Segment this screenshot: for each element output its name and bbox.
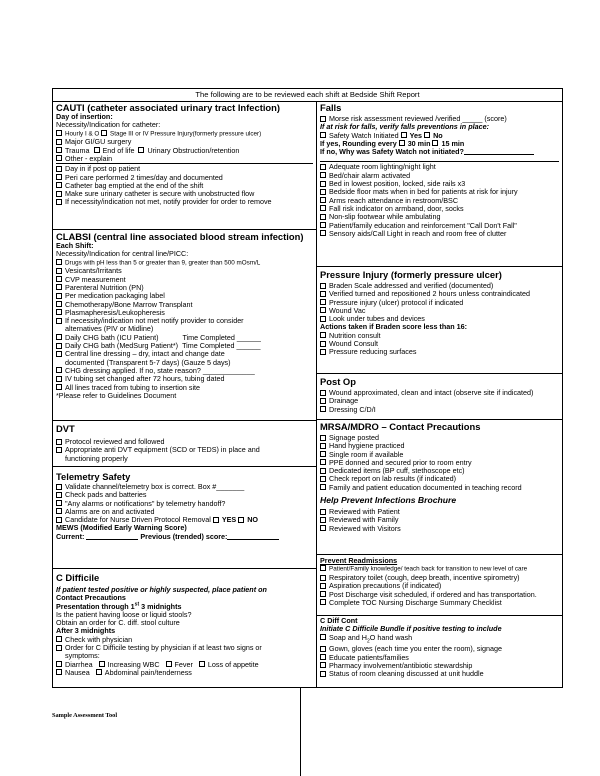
why-row: If no, Why was Safety Watch not initiated?: [320, 148, 559, 156]
column-divider-extension: [300, 688, 301, 776]
checkbox[interactable]: [320, 459, 326, 465]
checkbox[interactable]: [320, 307, 326, 313]
falls-prevention: Patient/family education and reinforcement "Call Don't Fall": [320, 222, 559, 230]
checkbox[interactable]: [56, 166, 62, 172]
falls-prevention: Fall risk indicator on armband, door, socks: [320, 205, 559, 213]
clabsi-necessity-label: Necessity/Indication for central line/PICC:: [56, 249, 189, 259]
checkbox[interactable]: [56, 343, 62, 349]
checkbox[interactable]: [320, 435, 326, 441]
clabsi-item: CHG dressing applied. If no, state reason? _____________: [56, 367, 313, 375]
checkbox[interactable]: [96, 669, 102, 675]
checkbox[interactable]: [56, 334, 62, 340]
checkbox[interactable]: [320, 164, 326, 170]
pressure-item: Braden Scale addressed and verified (documented): [320, 282, 559, 290]
checkbox[interactable]: [56, 661, 62, 667]
cdiff-cont-item: Soap and $H_2O$ hand wash: [320, 634, 559, 646]
pressure-action: Pressure reducing surfaces: [320, 348, 559, 356]
why-field[interactable]: [464, 148, 534, 155]
checkbox[interactable]: [320, 214, 326, 220]
clabsi-item: Vesicants/Irritants: [56, 267, 313, 275]
trauma-checkbox[interactable]: [56, 147, 62, 153]
brochure-item: Reviewed with Family: [320, 516, 559, 524]
falls-section: [317, 102, 562, 267]
checkbox[interactable]: [320, 283, 326, 289]
readmissions-item: Complete TOC Nursing Discharge Summary Checklist: [320, 599, 559, 607]
checkbox[interactable]: [56, 376, 62, 382]
cdiff-cont-title: C Diff Cont: [320, 616, 358, 625]
clabsi-item: Daily CHG bath (MedSurg Patient*) Time Completed ______: [56, 342, 313, 350]
checkbox[interactable]: [56, 508, 62, 514]
clabsi-item: Chemotherapy/Bone Marrow Transplant: [56, 301, 313, 309]
checkbox[interactable]: [320, 468, 326, 474]
clabsi-item-cont: alternatives (PIV or Midline): [65, 324, 154, 334]
telemetry-title: Telemetry Safety: [56, 471, 131, 482]
checkbox[interactable]: [320, 205, 326, 211]
checkbox[interactable]: [56, 517, 62, 523]
checkbox[interactable]: [56, 447, 62, 453]
checkbox[interactable]: [56, 492, 62, 498]
checkbox[interactable]: [56, 367, 62, 373]
dvt-title: DVT: [56, 423, 75, 434]
checkbox[interactable]: [320, 484, 326, 490]
checkbox[interactable]: [320, 349, 326, 355]
checkbox[interactable]: [56, 309, 62, 315]
checkbox[interactable]: [56, 351, 62, 357]
mrsa-item: Single room if available: [320, 451, 559, 459]
telemetry-item: Check pads and batteries: [56, 491, 313, 499]
checkbox[interactable]: [320, 398, 326, 404]
cdiff-cont-item: Gown, gloves (each time you enter the room), signage: [320, 645, 559, 653]
each-shift-label: Each Shift:: [56, 241, 94, 250]
checkbox[interactable]: [56, 645, 62, 651]
cdiff-section: [53, 569, 316, 689]
dvt-item: Appropriate anti DVT equipment (SCD or TEDS) in place and: [56, 446, 313, 454]
brochure-item: Reviewed with Patient: [320, 508, 559, 516]
telemetry-section: [53, 467, 316, 569]
clabsi-item: Daily CHG bath (ICU Patient) Time Completed ______: [56, 334, 313, 342]
checkbox[interactable]: [320, 443, 326, 449]
checkbox[interactable]: [320, 222, 326, 228]
checkbox[interactable]: [56, 500, 62, 506]
clabsi-item: CVP measurement: [56, 276, 313, 284]
dvt-item: Protocol reviewed and followed: [56, 438, 313, 446]
presentation-heading: Presentation through 1st 3 midnights: [56, 601, 182, 611]
mrsa-item: Signage posted: [320, 434, 559, 442]
cdiff-cont-item: Status of room cleaning discussed at unit huddle: [320, 670, 559, 678]
cdiff-cont-lead: Initiate C Difficile Bundle if positive testing to include: [320, 624, 502, 634]
falls-prevention: Non-slip footwear while ambulating: [320, 213, 559, 221]
readmissions-item: Patient/Family knowledge/ teach back for transition to new level of care: [320, 565, 559, 574]
pressure-action: Wound Consult: [320, 340, 559, 348]
brochure-item: Reviewed with Visitors: [320, 525, 559, 533]
mrsa-item: Dedicated items (BP cuff, stethoscope etc): [320, 467, 559, 475]
footer-label: Sample Assessment Tool: [52, 712, 118, 719]
cauti-indication-row: Hourly I & O Stage III or IV Pressure Injury(formerly pressure ulcer): [56, 130, 313, 139]
checkbox[interactable]: [320, 316, 326, 322]
checkbox[interactable]: [56, 484, 62, 490]
cdiff-cont-section: [317, 616, 562, 689]
checkbox[interactable]: [320, 451, 326, 457]
clabsi-title: CLABSI (central line associated blood stream infection): [56, 231, 304, 242]
other-row: Other - explain: [56, 155, 313, 163]
day-of-insertion-label: Day of insertion:: [56, 112, 113, 121]
cdiff-item: Check with physician: [56, 636, 313, 644]
checkbox[interactable]: [320, 476, 326, 482]
checkbox[interactable]: [320, 509, 326, 515]
checkbox[interactable]: [320, 654, 326, 660]
cauti-check-4: Make sure urinary catheter is secure with unobstructed flow: [56, 190, 313, 198]
mews-title: MEWS (Modified Early Warning Score): [56, 523, 187, 533]
mrsa-section: [317, 420, 562, 555]
checkbox[interactable]: [320, 525, 326, 531]
cdiff-title: C Difficile: [56, 572, 100, 583]
readmissions-item: Post Discharge visit scheduled, if ordered and has transportation.: [320, 591, 559, 599]
time-completed-field[interactable]: Time Completed ______: [182, 341, 261, 351]
mrsa-item: Check report on lab results (if indicated): [320, 475, 559, 483]
pressure-item: Wound Vac: [320, 307, 559, 315]
cdiff-contact: Contact Precautions: [56, 593, 126, 603]
cauti-section: [53, 102, 316, 230]
obstruction-checkbox[interactable]: [138, 147, 144, 153]
telemetry-item: Candidate for Nurse Driven Protocol Removal YES NO: [56, 516, 313, 524]
postop-section: [317, 374, 562, 420]
clabsi-item-cont: documented (Transparent 5-7 days) (Gauze 5 days): [65, 357, 231, 367]
checkbox[interactable]: [320, 671, 326, 677]
left-column: [53, 102, 317, 687]
falls-prevention: Bedside floor mats when in bed for patients at risk for injury: [320, 188, 559, 196]
rounding-row: If yes, Rounding every 30 min 15 min: [320, 138, 465, 148]
symptoms-row: Diarrhea Increasing WBC Fever Loss of appetite: [56, 661, 313, 669]
checkbox[interactable]: [320, 197, 326, 203]
cdiff-cont-item: Pharmacy involvement/antibiotic stewardship: [320, 662, 559, 670]
checkbox[interactable]: [320, 189, 326, 195]
mrsa-item: Family and patient education documented in teaching record: [320, 484, 559, 492]
falls-prevention: Bed/chair alarm activated: [320, 172, 559, 180]
cauti-necessity-label: Necessity/Indication for catheter:: [56, 120, 161, 130]
falls-prevention: Sensory aids/Call Light in reach and room free of clutter: [320, 230, 559, 238]
pressure-action: Nutrition consult: [320, 332, 559, 340]
after-heading: After 3 midnights: [56, 626, 116, 636]
falls-risk-note: If at risk for falls, verify falls preventions in place:: [320, 122, 489, 132]
cdiff-cont-item: Educate patients/families: [320, 654, 559, 662]
readmissions-title: Prevent Readmissions: [320, 556, 398, 565]
30-min-checkbox[interactable]: [399, 140, 405, 146]
checkbox[interactable]: [56, 439, 62, 445]
pressure-item: Look under tubes and devices: [320, 315, 559, 323]
clabsi-note: *Please refer to Guidelines Document: [56, 390, 177, 400]
other-checkbox[interactable]: [56, 155, 62, 161]
brochure-title: Help Prevent Infections Brochure: [320, 495, 457, 506]
postop-item: Drainage: [320, 397, 559, 405]
falls-prevention: Bed in lowest position, locked, side rails x3: [320, 180, 559, 188]
checkbox[interactable]: [320, 646, 326, 652]
readmissions-item: Aspiration precautions (if indicated): [320, 582, 559, 590]
pressure-item: Verified turned and repositioned 2 hours unless contraindicated: [320, 290, 559, 298]
checkbox[interactable]: [320, 599, 326, 605]
checkbox[interactable]: [99, 661, 105, 667]
pressure-item: Pressure injury (ulcer) protocol if indicated: [320, 299, 559, 307]
checkbox[interactable]: [56, 384, 62, 390]
clabsi-section: [53, 230, 316, 421]
cdiff-question: Obtain an order for C. diff. stool culture: [56, 618, 180, 628]
major-surgery-checkbox[interactable]: [56, 139, 62, 145]
no-checkbox[interactable]: [424, 132, 430, 138]
cauti-check-2: Peri care performed 2 times/day and documented: [56, 174, 313, 182]
checkbox[interactable]: [320, 591, 326, 597]
previous-score-field[interactable]: [227, 533, 279, 540]
clabsi-item: Plasmapheresis/Leukopheresis: [56, 309, 313, 317]
checkbox[interactable]: [320, 116, 326, 122]
clabsi-item: Per medication packaging label: [56, 292, 313, 300]
checkbox[interactable]: [56, 318, 62, 324]
stage-injury-checkbox[interactable]: [101, 130, 107, 136]
braden-actions-heading: Actions taken if Braden score less than 16:: [320, 322, 467, 332]
right-column: [317, 102, 562, 687]
time-completed-field[interactable]: Time Completed ______: [182, 332, 261, 342]
checkbox[interactable]: [56, 199, 62, 205]
clabsi-item: Drugs with pH less than 5 or greater than 9, greater than 500 mOsm/L: [56, 259, 313, 268]
checkbox[interactable]: [56, 191, 62, 197]
yes-checkbox[interactable]: [213, 517, 219, 523]
checkbox[interactable]: [56, 669, 62, 675]
postop-item: Wound approximated, clean and intact (observe site if indicated): [320, 389, 559, 397]
symptoms-row: Nausea Abdominal pain/tenderness: [56, 669, 313, 677]
dvt-item-cont: functioning properly: [65, 453, 128, 463]
pressure-title: Pressure Injury (formerly pressure ulcer): [320, 269, 502, 280]
checkbox[interactable]: [320, 583, 326, 589]
checkbox[interactable]: [320, 132, 326, 138]
falls-prevention: Arms reach attendance in restroom/BSC: [320, 197, 559, 205]
falls-prevention: Adequate room lighting/night light: [320, 163, 559, 171]
checkbox[interactable]: [56, 284, 62, 290]
telemetry-item: Alarms are on and activated: [56, 508, 313, 516]
checkbox[interactable]: [320, 575, 326, 581]
checkbox[interactable]: [320, 565, 326, 571]
hourly-io-checkbox[interactable]: [56, 130, 62, 136]
clabsi-item: Central line dressing – dry, intact and change date: [56, 350, 313, 358]
checkbox[interactable]: [320, 341, 326, 347]
cauti-check-3: Catheter bag emptied at the end of the shift: [56, 182, 313, 190]
safety-watch-row: Safety Watch Initiated Yes No: [320, 132, 559, 140]
postop-title: Post Op: [320, 376, 356, 387]
clabsi-item: Parenteral Nutrition (PN): [56, 284, 313, 292]
cdiff-lead: If patient tested positive or highly suspected, place patient on: [56, 585, 267, 594]
checkbox[interactable]: [56, 293, 62, 299]
checkbox[interactable]: [320, 299, 326, 305]
checkbox[interactable]: [320, 390, 326, 396]
checkbox[interactable]: [56, 174, 62, 180]
telemetry-item: Validate channel/telemetry box is correct. Box #_______: [56, 483, 313, 491]
yes-checkbox[interactable]: [401, 132, 407, 138]
no-checkbox[interactable]: [238, 517, 244, 523]
postop-item: Dressing C/D/I: [320, 406, 559, 414]
checkbox[interactable]: [56, 276, 62, 282]
mrsa-item: PPE donned and secured prior to room entry: [320, 459, 559, 467]
cauti-title: CAUTI (catheter associated urinary tract Infection): [56, 102, 281, 113]
checkbox[interactable]: [56, 636, 62, 642]
checkbox[interactable]: [320, 332, 326, 338]
checkbox[interactable]: [320, 634, 326, 640]
checkbox[interactable]: [56, 259, 62, 265]
checkbox[interactable]: [56, 301, 62, 307]
checkbox[interactable]: [166, 661, 172, 667]
readmissions-section: [317, 555, 562, 616]
checkbox[interactable]: [320, 172, 326, 178]
trauma-row: Trauma End of life Urinary Obstruction/retention: [56, 147, 313, 155]
15-min-checkbox[interactable]: [432, 140, 438, 146]
checkbox[interactable]: [199, 661, 205, 667]
major-surgery-row: Major GI/GU surgery: [56, 138, 313, 146]
checkbox[interactable]: [56, 182, 62, 188]
dvt-section: [53, 421, 316, 467]
mrsa-title: MRSA/MDRO – Contact Precautions: [320, 421, 481, 432]
cauti-check-5: If necessity/indication not met, notify provider for order to remove: [56, 198, 313, 206]
cauti-check-1: Day in if post op patient: [56, 165, 313, 173]
falls-title: Falls: [320, 102, 342, 113]
clabsi-item: IV tubing set changed after 72 hours, tubing dated: [56, 375, 313, 383]
checkbox[interactable]: [320, 181, 326, 187]
mrsa-item: Hand hygiene practiced: [320, 442, 559, 450]
end-of-life-checkbox[interactable]: [94, 147, 100, 153]
telemetry-item: "Any alarms or notifications" by telemetry handoff?: [56, 500, 313, 508]
clabsi-item: All lines traced from tubing to insertion site: [56, 384, 313, 392]
cdiff-item: Order for C Difficile testing by physician if at least two signs or: [56, 644, 313, 652]
checkbox[interactable]: [320, 291, 326, 297]
falls-item: Morse risk assessment reviewed /verified _____ (score): [320, 115, 559, 123]
checkbox[interactable]: [320, 662, 326, 668]
cdiff-question: Is the patient having loose or liquid stools?: [56, 609, 192, 619]
mews-scores-row: Current: Previous (trended) score:: [56, 533, 313, 541]
cdiff-item-cont: symptoms:: [65, 651, 100, 661]
clabsi-item: If necessity/indication not met notify provider to consider: [56, 317, 313, 325]
pressure-section: [317, 267, 562, 374]
current-score-field[interactable]: [86, 533, 138, 540]
readmissions-item: Respiratory toilet (cough, deep breath, incentive spirometry): [320, 574, 559, 582]
checkbox[interactable]: [320, 517, 326, 523]
form-banner: The following are to be reviewed each shift at Bedside Shift Report: [53, 89, 562, 102]
checkbox[interactable]: [56, 268, 62, 274]
assessment-form: [52, 88, 563, 688]
checkbox[interactable]: [320, 230, 326, 236]
checkbox[interactable]: [320, 406, 326, 412]
